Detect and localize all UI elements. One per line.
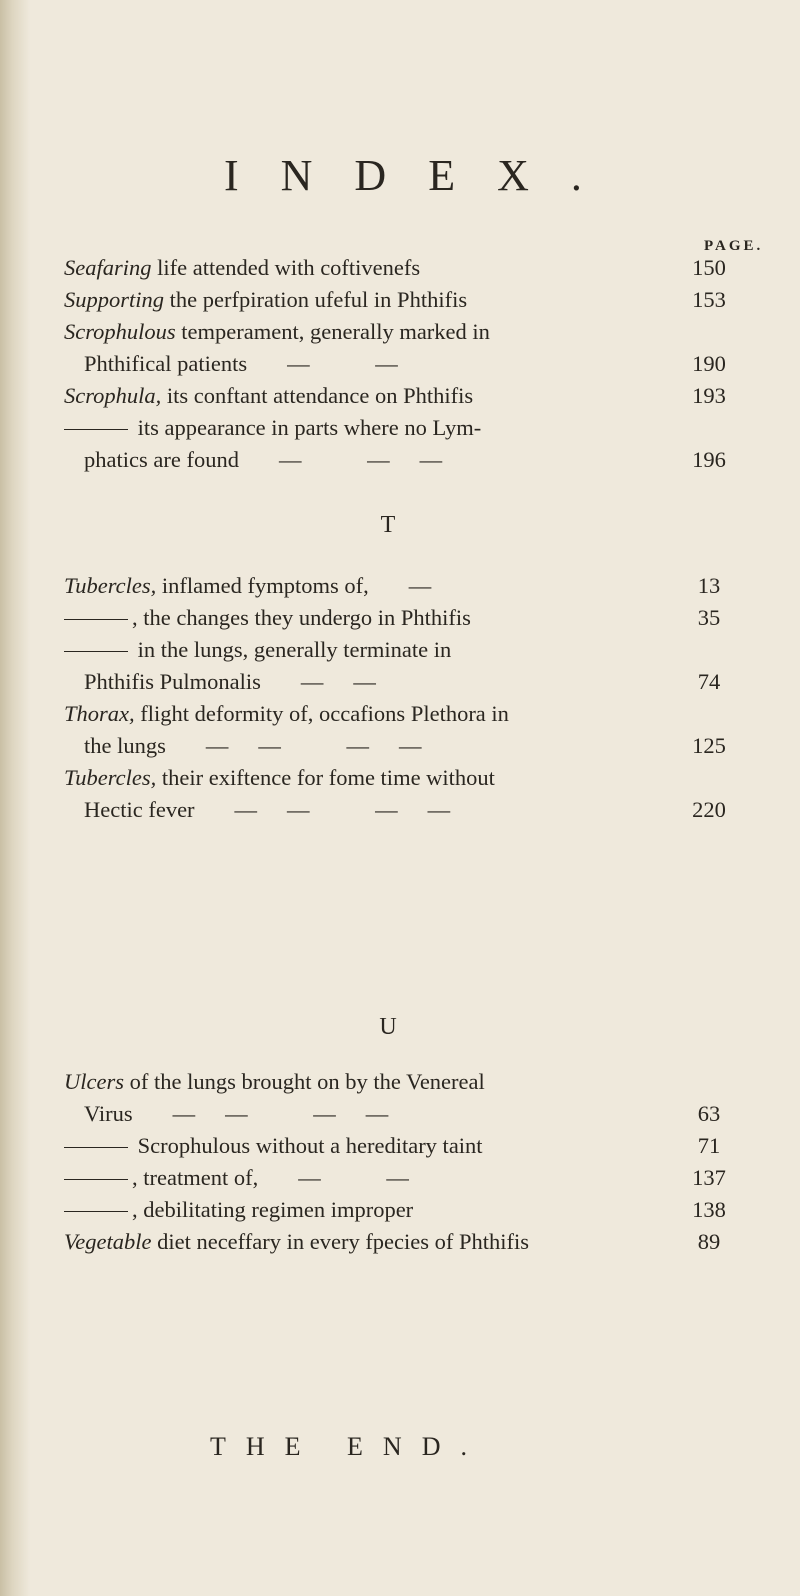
entry-continuation: Virus <box>84 1101 133 1126</box>
entry-filler: —— —— <box>205 733 452 758</box>
ditto-dash <box>64 651 128 652</box>
page-number: 89 <box>697 1229 721 1254</box>
entry-filler: —— —— <box>234 797 481 822</box>
index-entry <box>64 1066 744 1130</box>
index-entry <box>64 1130 744 1162</box>
section-letter-u: U <box>379 1014 397 1040</box>
page-number: 220 <box>692 797 726 822</box>
entry-text: the perfpiration ufeful in Phthifis <box>164 287 468 312</box>
entry-continuation: phatics are found <box>84 447 239 472</box>
page-number: 137 <box>692 1165 726 1190</box>
entry-text: , debilitating regimen improper <box>132 1197 414 1222</box>
index-entry <box>64 1226 744 1258</box>
entry-filler: — —— <box>278 447 473 472</box>
entry-heading: Thorax, <box>64 701 135 726</box>
index-entry <box>64 1194 744 1226</box>
page-number: 71 <box>697 1133 721 1158</box>
entry-filler: — <box>408 573 462 598</box>
ditto-dash <box>64 1179 128 1180</box>
the-end: THE END. <box>210 1432 487 1461</box>
page-edge <box>0 0 30 1596</box>
ditto-dash <box>64 1211 128 1212</box>
entry-text: flight deformity of, occafions Plethora in <box>134 701 509 726</box>
page-column-label: PAGE. <box>704 238 764 254</box>
page-number: 74 <box>697 669 721 694</box>
entry-filler: —— <box>300 669 406 694</box>
page-number: 193 <box>692 383 726 408</box>
page-number: 13 <box>697 573 721 598</box>
section-letter-t: T <box>380 512 396 538</box>
page-number: 138 <box>692 1197 726 1222</box>
page-number: 125 <box>692 733 726 758</box>
index-entry <box>64 284 744 316</box>
entry-text: its conftant attendance on Phthifis <box>161 383 474 408</box>
entry-text: inflamed fymptoms of, <box>156 573 369 598</box>
index-entry <box>64 634 744 698</box>
entry-heading: Supporting <box>64 287 165 312</box>
page-number: 150 <box>692 255 726 280</box>
page-title: INDEX. <box>224 151 624 200</box>
index-entry <box>64 762 744 826</box>
index-group-u <box>64 1066 744 1258</box>
entry-heading: Tubercles, <box>64 573 157 598</box>
index-group-s <box>64 252 744 476</box>
entry-continuation: the lungs <box>84 733 166 758</box>
entry-continuation: Phthifis Pulmonalis <box>84 669 261 694</box>
index-group-t <box>64 570 744 826</box>
index-entry <box>64 252 744 284</box>
index-entry <box>64 1162 744 1194</box>
entry-heading: Vegetable <box>64 1229 152 1254</box>
page-number: 190 <box>692 351 726 376</box>
entry-filler: —— —— <box>172 1101 419 1126</box>
index-entry <box>64 316 744 380</box>
index-entry <box>64 570 744 602</box>
entry-heading: Tubercles, <box>64 765 157 790</box>
index-entry <box>64 412 744 476</box>
entry-text: Scrophulous without a hereditary taint <box>132 1133 483 1158</box>
entry-text: , the changes they undergo in Phthifis <box>132 605 471 630</box>
index-entry <box>64 380 744 412</box>
entry-text: its appearance in parts where no Lym- <box>132 415 482 440</box>
entry-text: life attended with coftivenefs <box>151 255 421 280</box>
entry-text: their exiftence for fome time without <box>156 765 495 790</box>
entry-heading: Scrophulous <box>64 319 176 344</box>
entry-continuation: Hectic fever <box>84 797 195 822</box>
entry-text: in the lungs, generally terminate in <box>132 637 452 662</box>
page-number: 35 <box>697 605 721 630</box>
entry-filler: — — <box>298 1165 439 1190</box>
entry-filler: — — <box>287 351 428 376</box>
entry-heading: Ulcers <box>64 1069 124 1094</box>
index-entry <box>64 602 744 634</box>
page-number: 63 <box>697 1101 721 1126</box>
ditto-dash <box>64 619 128 620</box>
page-number: 153 <box>692 287 726 312</box>
ditto-dash <box>64 429 128 430</box>
entry-text: temperament, generally marked in <box>175 319 490 344</box>
entry-text: diet neceffary in every fpecies of Phthifis <box>151 1229 530 1254</box>
ditto-dash <box>64 1147 128 1148</box>
entry-text: of the lungs brought on by the Venereal <box>124 1069 485 1094</box>
entry-heading: Seafaring <box>64 255 152 280</box>
entry-heading: Scrophula, <box>64 383 162 408</box>
entry-text: , treatment of, <box>132 1165 259 1190</box>
page-number: 196 <box>692 447 726 472</box>
index-entry <box>64 698 744 762</box>
entry-continuation: Phthifical patients <box>84 351 248 376</box>
